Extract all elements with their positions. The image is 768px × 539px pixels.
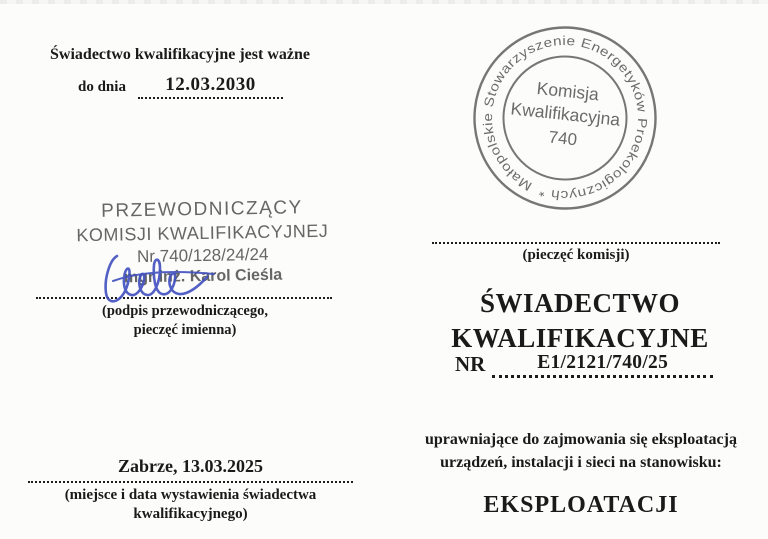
signature-caption bbox=[40, 302, 330, 340]
validity-statement: Świadectwo kwalifikacyjne jest ważne bbox=[50, 46, 310, 63]
commission-round-stamp bbox=[468, 21, 662, 215]
certificate-number-row bbox=[455, 352, 713, 378]
certificate-title bbox=[415, 286, 745, 356]
authorization-line2: urządzeń, instalacji i sieci na stanowisku: bbox=[440, 454, 722, 471]
issue-caption bbox=[28, 486, 353, 523]
stamp-ring-text: Małopolskie Stowarzyszenie Energetyków Proekologicznych * bbox=[479, 32, 651, 204]
certificate-title-line2: KWALIFIKACYJNE bbox=[451, 323, 709, 353]
signature-caption-line1: (podpis przewodniczącego, bbox=[102, 303, 268, 319]
chairman-stamp-number: Nr 740/128/24/24 bbox=[136, 244, 269, 267]
chairman-stamp-name: mgr inż. Karol Cieśla bbox=[123, 266, 283, 287]
chairman-stamp-commission: KOMISJI KWALIFIKACYJNEJ bbox=[76, 220, 329, 246]
certificate-title-line1: ŚWIADECTWO bbox=[479, 288, 681, 318]
stamp-center-line3: 740 bbox=[547, 127, 578, 150]
certificate-number-value: E1/2121/740/25 bbox=[537, 352, 669, 373]
commission-stamp-dotted-line bbox=[432, 229, 720, 244]
validity-date-label: do dnia bbox=[78, 79, 126, 95]
stamp-center-line2: Kwalifikacyjna bbox=[509, 98, 622, 130]
chairman-stamp-title: PRZEWODNICZĄCY bbox=[101, 197, 303, 222]
issue-place-date: Zabrze, 13.03.2025 bbox=[28, 456, 353, 483]
stamp-center-line1: Komisja bbox=[535, 77, 600, 105]
commission-stamp-caption: (pieczęć komisji) bbox=[522, 247, 630, 263]
authorization-line1: uprawniające do zajmowania się eksploatacją bbox=[425, 431, 737, 448]
certificate-number-dotted-line bbox=[492, 352, 713, 378]
validity-date-value: 12.03.2030 bbox=[165, 74, 256, 95]
certificate-number-label: NR bbox=[455, 352, 486, 376]
issue-caption-line2: kwalifikacyjnego) bbox=[133, 505, 248, 522]
validity-dotted-line bbox=[138, 74, 283, 99]
issue-block bbox=[28, 456, 353, 523]
position-title: EKSPLOATACJI bbox=[483, 492, 679, 518]
scan-edge-artifact bbox=[0, 0, 768, 4]
signature-caption-line2: pieczęć imienna) bbox=[133, 322, 237, 338]
issue-caption-line1: (miejsce i data wystawienia świadectwa bbox=[64, 487, 317, 503]
validity-date-row bbox=[78, 74, 283, 99]
authorization-text bbox=[405, 428, 757, 474]
